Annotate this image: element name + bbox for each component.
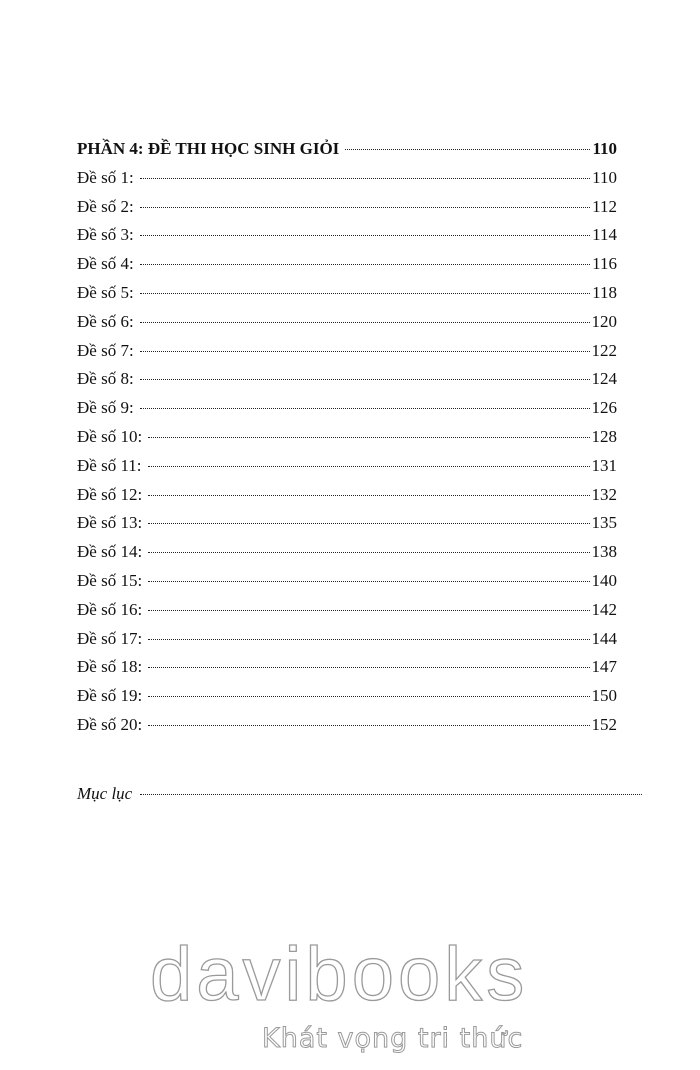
toc-entry — [77, 193, 617, 222]
toc-entry-label: Đề số 16: — [77, 599, 143, 619]
toc-entry-label: Đề số 20: — [77, 714, 143, 734]
toc-entry-label: Đề số 2: — [77, 196, 134, 216]
toc-entry — [77, 250, 617, 279]
dot-leader — [148, 551, 589, 553]
dot-leader — [140, 321, 590, 323]
toc-entry-page: 124 — [591, 369, 617, 389]
toc-entry-page: 112 — [592, 196, 617, 216]
toc-entry-label: Đề số 7: — [77, 340, 134, 360]
dot-leader — [140, 350, 590, 352]
toc-entry-label: Đề số 11: — [77, 455, 142, 475]
dot-leader — [140, 378, 590, 380]
toc-entry-page: 114 — [592, 225, 617, 245]
dot-leader — [148, 522, 589, 524]
toc-entry-label: Đề số 1: — [77, 167, 134, 187]
toc-entry — [77, 279, 617, 308]
toc-entry-label: Đề số 18: — [77, 657, 143, 677]
toc-entry-label: Đề số 9: — [77, 398, 134, 418]
muc-luc-entry — [77, 780, 642, 808]
toc-entry — [77, 337, 617, 366]
toc-entry-label: Đề số 4: — [77, 254, 134, 274]
toc-entry — [77, 538, 617, 567]
toc-entry-page: 140 — [591, 570, 617, 590]
toc-entry — [77, 365, 617, 394]
toc-entry-page: 120 — [591, 311, 617, 331]
publisher-watermark — [150, 930, 570, 1070]
dot-leader — [148, 638, 589, 640]
toc-entry-page: 118 — [592, 282, 617, 302]
toc-entry-page: 122 — [591, 340, 617, 360]
toc-entry-page: 126 — [591, 398, 617, 418]
dot-leader — [148, 580, 589, 582]
toc-entry-label: Đề số 15: — [77, 570, 143, 590]
toc-entry — [77, 625, 617, 654]
toc-entry — [77, 596, 617, 625]
toc-entry-label: Đề số 12: — [77, 484, 143, 504]
muc-luc-label: Mục lục — [77, 784, 133, 803]
dot-leader — [148, 666, 589, 668]
toc-entry-page: 128 — [591, 426, 617, 446]
dot-leader — [140, 793, 642, 795]
toc-heading-page: 110 — [592, 139, 617, 158]
toc-entry-label: Đề số 10: — [77, 426, 143, 446]
dot-leader — [140, 177, 590, 179]
toc-entry-page: 135 — [591, 513, 617, 533]
dot-leader — [140, 206, 590, 208]
toc-entry-page: 142 — [591, 599, 617, 619]
toc-entry — [77, 567, 617, 596]
table-of-contents — [77, 135, 617, 740]
toc-entry — [77, 653, 617, 682]
toc-heading-label: PHẦN 4: ĐỀ THI HỌC SINH GIỎI — [77, 139, 340, 158]
toc-entry — [77, 164, 617, 193]
toc-entry-page: 152 — [591, 714, 617, 734]
toc-entry-label: Đề số 14: — [77, 542, 143, 562]
toc-entry-page: 131 — [591, 455, 617, 475]
toc-entry-label: Đề số 13: — [77, 513, 143, 533]
toc-entry-page: 150 — [591, 686, 617, 706]
dot-leader — [148, 609, 589, 611]
toc-entry — [77, 423, 617, 452]
dot-leader — [148, 724, 589, 726]
toc-entry — [77, 509, 617, 538]
toc-entry-page: 144 — [591, 628, 617, 648]
toc-heading-row — [77, 135, 617, 164]
dot-leader — [148, 465, 590, 467]
toc-entry-label: Đề số 5: — [77, 282, 134, 302]
toc-entry-label: Đề số 6: — [77, 311, 134, 331]
toc-entry-label: Đề số 3: — [77, 225, 134, 245]
dot-leader — [140, 292, 590, 294]
toc-entry-page: 147 — [591, 657, 617, 677]
toc-entry — [77, 682, 617, 711]
toc-entry — [77, 221, 617, 250]
toc-entry-label: Đề số 8: — [77, 369, 134, 389]
toc-entry — [77, 481, 617, 510]
toc-entry — [77, 452, 617, 481]
toc-entry — [77, 711, 617, 740]
dot-leader — [345, 148, 590, 150]
dot-leader — [140, 407, 590, 409]
toc-entry-page: 132 — [591, 484, 617, 504]
dot-leader — [148, 494, 589, 496]
toc-entry-page: 116 — [592, 254, 617, 274]
dot-leader — [148, 695, 589, 697]
toc-entry-page: 110 — [592, 167, 617, 187]
toc-entry — [77, 394, 617, 423]
dot-leader — [148, 436, 589, 438]
watermark-brand: davibooks — [150, 932, 529, 1017]
watermark-slogan: Khát vọng tri thức — [262, 1023, 524, 1054]
dot-leader — [140, 234, 590, 236]
toc-entry-page: 138 — [591, 542, 617, 562]
toc-entry-label: Đề số 17: — [77, 628, 143, 648]
toc-entry — [77, 308, 617, 337]
dot-leader — [140, 263, 590, 265]
toc-entry-label: Đề số 19: — [77, 686, 143, 706]
